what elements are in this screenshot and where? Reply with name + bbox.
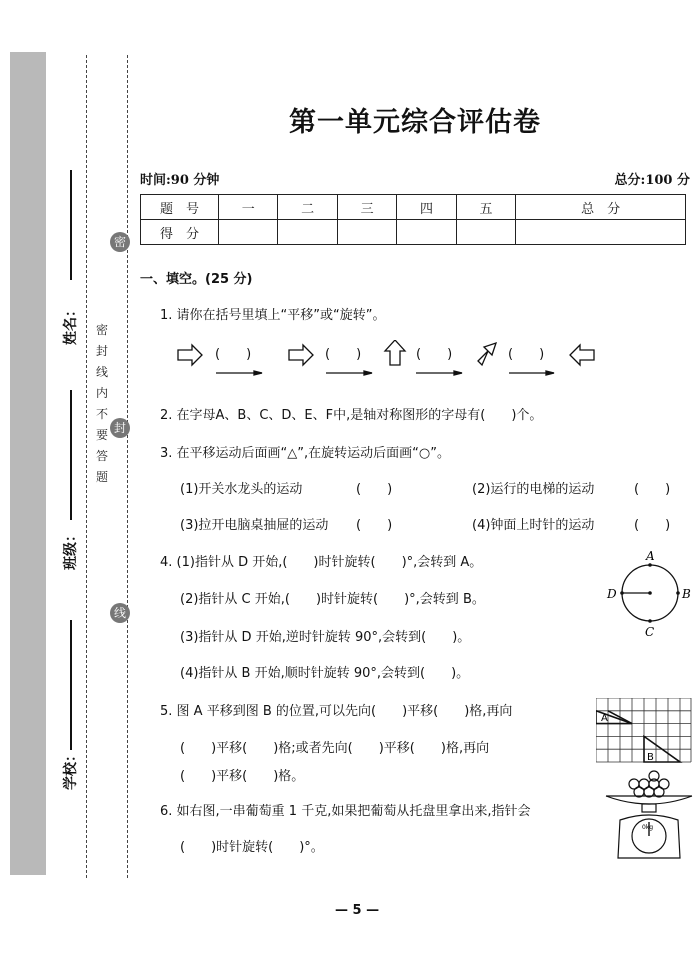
question-5-line: ( )平移( )格;或者先向( )平移( )格,再向 bbox=[180, 741, 490, 756]
exam-page bbox=[140, 100, 690, 245]
seal-mark-mi: 密 bbox=[110, 232, 130, 252]
question-4-line: (3)指针从 D 开始,逆时针旋转 90°,会转到( )。 bbox=[180, 630, 471, 645]
up-arrow-icon bbox=[385, 340, 405, 365]
question-4-line: (4)指针从 B 开始,顺时针旋转 90°,会转到( )。 bbox=[180, 666, 470, 681]
question-5-line: 5. 图 A 平移到图 B 的位置,可以先向( )平移( )格,再向 bbox=[160, 704, 513, 719]
score-header-cell: 三 bbox=[337, 195, 396, 220]
q3-item: (4)钟面上时针的运动 bbox=[472, 518, 595, 533]
shape-label: B bbox=[647, 752, 654, 763]
score-value-row bbox=[141, 220, 686, 245]
q3-blank[interactable]: ( ) bbox=[356, 482, 393, 497]
scale-body-icon bbox=[618, 815, 680, 858]
dashed-line-right bbox=[127, 55, 128, 878]
question-3: 3. 在平移运动后面画“△”,在旋转运动后面画“○”。 bbox=[160, 446, 450, 461]
score-header-cell: 五 bbox=[456, 195, 515, 220]
q3-item: (3)拉开电脑桌抽屉的运动 bbox=[180, 518, 329, 533]
seal-mark-xian: 线 bbox=[110, 603, 130, 623]
score-header-cell: 四 bbox=[397, 195, 456, 220]
seal-mark-feng: 封 bbox=[110, 418, 130, 438]
score-input-cell[interactable] bbox=[278, 220, 337, 245]
exam-meta bbox=[140, 169, 690, 188]
q1-blank[interactable]: ( ) bbox=[325, 347, 362, 362]
q3-item: (2)运行的电梯的运动 bbox=[472, 482, 595, 497]
dashed-line-left bbox=[86, 55, 87, 878]
section-heading: 一、填空。(25 分) bbox=[140, 272, 253, 287]
grape-scale-figure bbox=[604, 770, 694, 862]
seal-notice: 密封线内不要答题 bbox=[95, 323, 108, 484]
score-header-cell: 题 号 bbox=[141, 195, 219, 220]
score-input-cell[interactable] bbox=[337, 220, 396, 245]
score-input-cell[interactable] bbox=[397, 220, 456, 245]
q3-blank[interactable]: ( ) bbox=[634, 482, 671, 497]
score-header-cell: 总 分 bbox=[516, 195, 686, 220]
score-header-cell: 二 bbox=[278, 195, 337, 220]
score-header-cell: 一 bbox=[219, 195, 278, 220]
total-score: 总分:100 分 bbox=[614, 173, 690, 188]
question-6-line: ( )时针旋转( )°。 bbox=[180, 840, 324, 855]
score-value-label: 得 分 bbox=[141, 220, 219, 245]
point-label: D bbox=[607, 587, 617, 601]
right-arrow-icon bbox=[289, 345, 313, 365]
score-table bbox=[140, 194, 686, 245]
q3-blank[interactable]: ( ) bbox=[356, 518, 393, 533]
binding-strip bbox=[10, 52, 46, 875]
diagonal-arrow-icon bbox=[478, 343, 496, 365]
point-label: B bbox=[682, 587, 691, 601]
class-line bbox=[70, 390, 72, 520]
question-4-line: (2)指针从 C 开始,( )时针旋转( )°,会转到 B。 bbox=[180, 592, 485, 607]
question-6-line: 6. 如右图,一串葡萄重 1 千克,如果把葡萄从托盘里拿出来,指针会 bbox=[160, 804, 531, 819]
q1-blank[interactable]: ( ) bbox=[508, 347, 545, 362]
time-limit: 时间:90 分钟 bbox=[140, 173, 220, 188]
school-line bbox=[70, 620, 72, 750]
point-label: C bbox=[645, 625, 655, 639]
question-4-line: 4. (1)指针从 D 开始,( )时针旋转( )°,会转到 A。 bbox=[160, 555, 483, 570]
q3-item: (1)开关水龙头的运动 bbox=[180, 482, 303, 497]
q3-blank[interactable]: ( ) bbox=[634, 518, 671, 533]
class-label: 班级： bbox=[63, 528, 79, 570]
question-5-line: ( )平移( )格。 bbox=[180, 769, 305, 784]
page-number: — 5 — bbox=[335, 903, 380, 918]
scale-label: 0kg bbox=[642, 824, 654, 831]
point-label: A bbox=[646, 549, 655, 563]
right-arrow-icon bbox=[178, 345, 202, 365]
q1-blank[interactable]: ( ) bbox=[416, 347, 453, 362]
score-input-cell[interactable] bbox=[456, 220, 515, 245]
question-1: 1. 请你在括号里填上“平移”或“旋转”。 bbox=[160, 308, 386, 323]
shape-label: A bbox=[601, 713, 608, 724]
q1-blank[interactable]: ( ) bbox=[215, 347, 252, 362]
score-header-row bbox=[141, 195, 686, 220]
name-label: 姓名： bbox=[63, 303, 79, 345]
school-label: 学校： bbox=[63, 748, 79, 790]
page-title: 第一单元综合评估卷 bbox=[289, 107, 541, 138]
question-2: 2. 在字母A、B、C、D、E、F中,是轴对称图形的字母有( )个。 bbox=[160, 408, 543, 423]
name-line bbox=[70, 170, 72, 280]
translation-grid-figure bbox=[596, 698, 692, 764]
score-input-cell[interactable] bbox=[219, 220, 278, 245]
score-input-cell[interactable] bbox=[516, 220, 686, 245]
clock-circle-figure bbox=[600, 548, 700, 648]
left-arrow-icon bbox=[570, 345, 594, 365]
